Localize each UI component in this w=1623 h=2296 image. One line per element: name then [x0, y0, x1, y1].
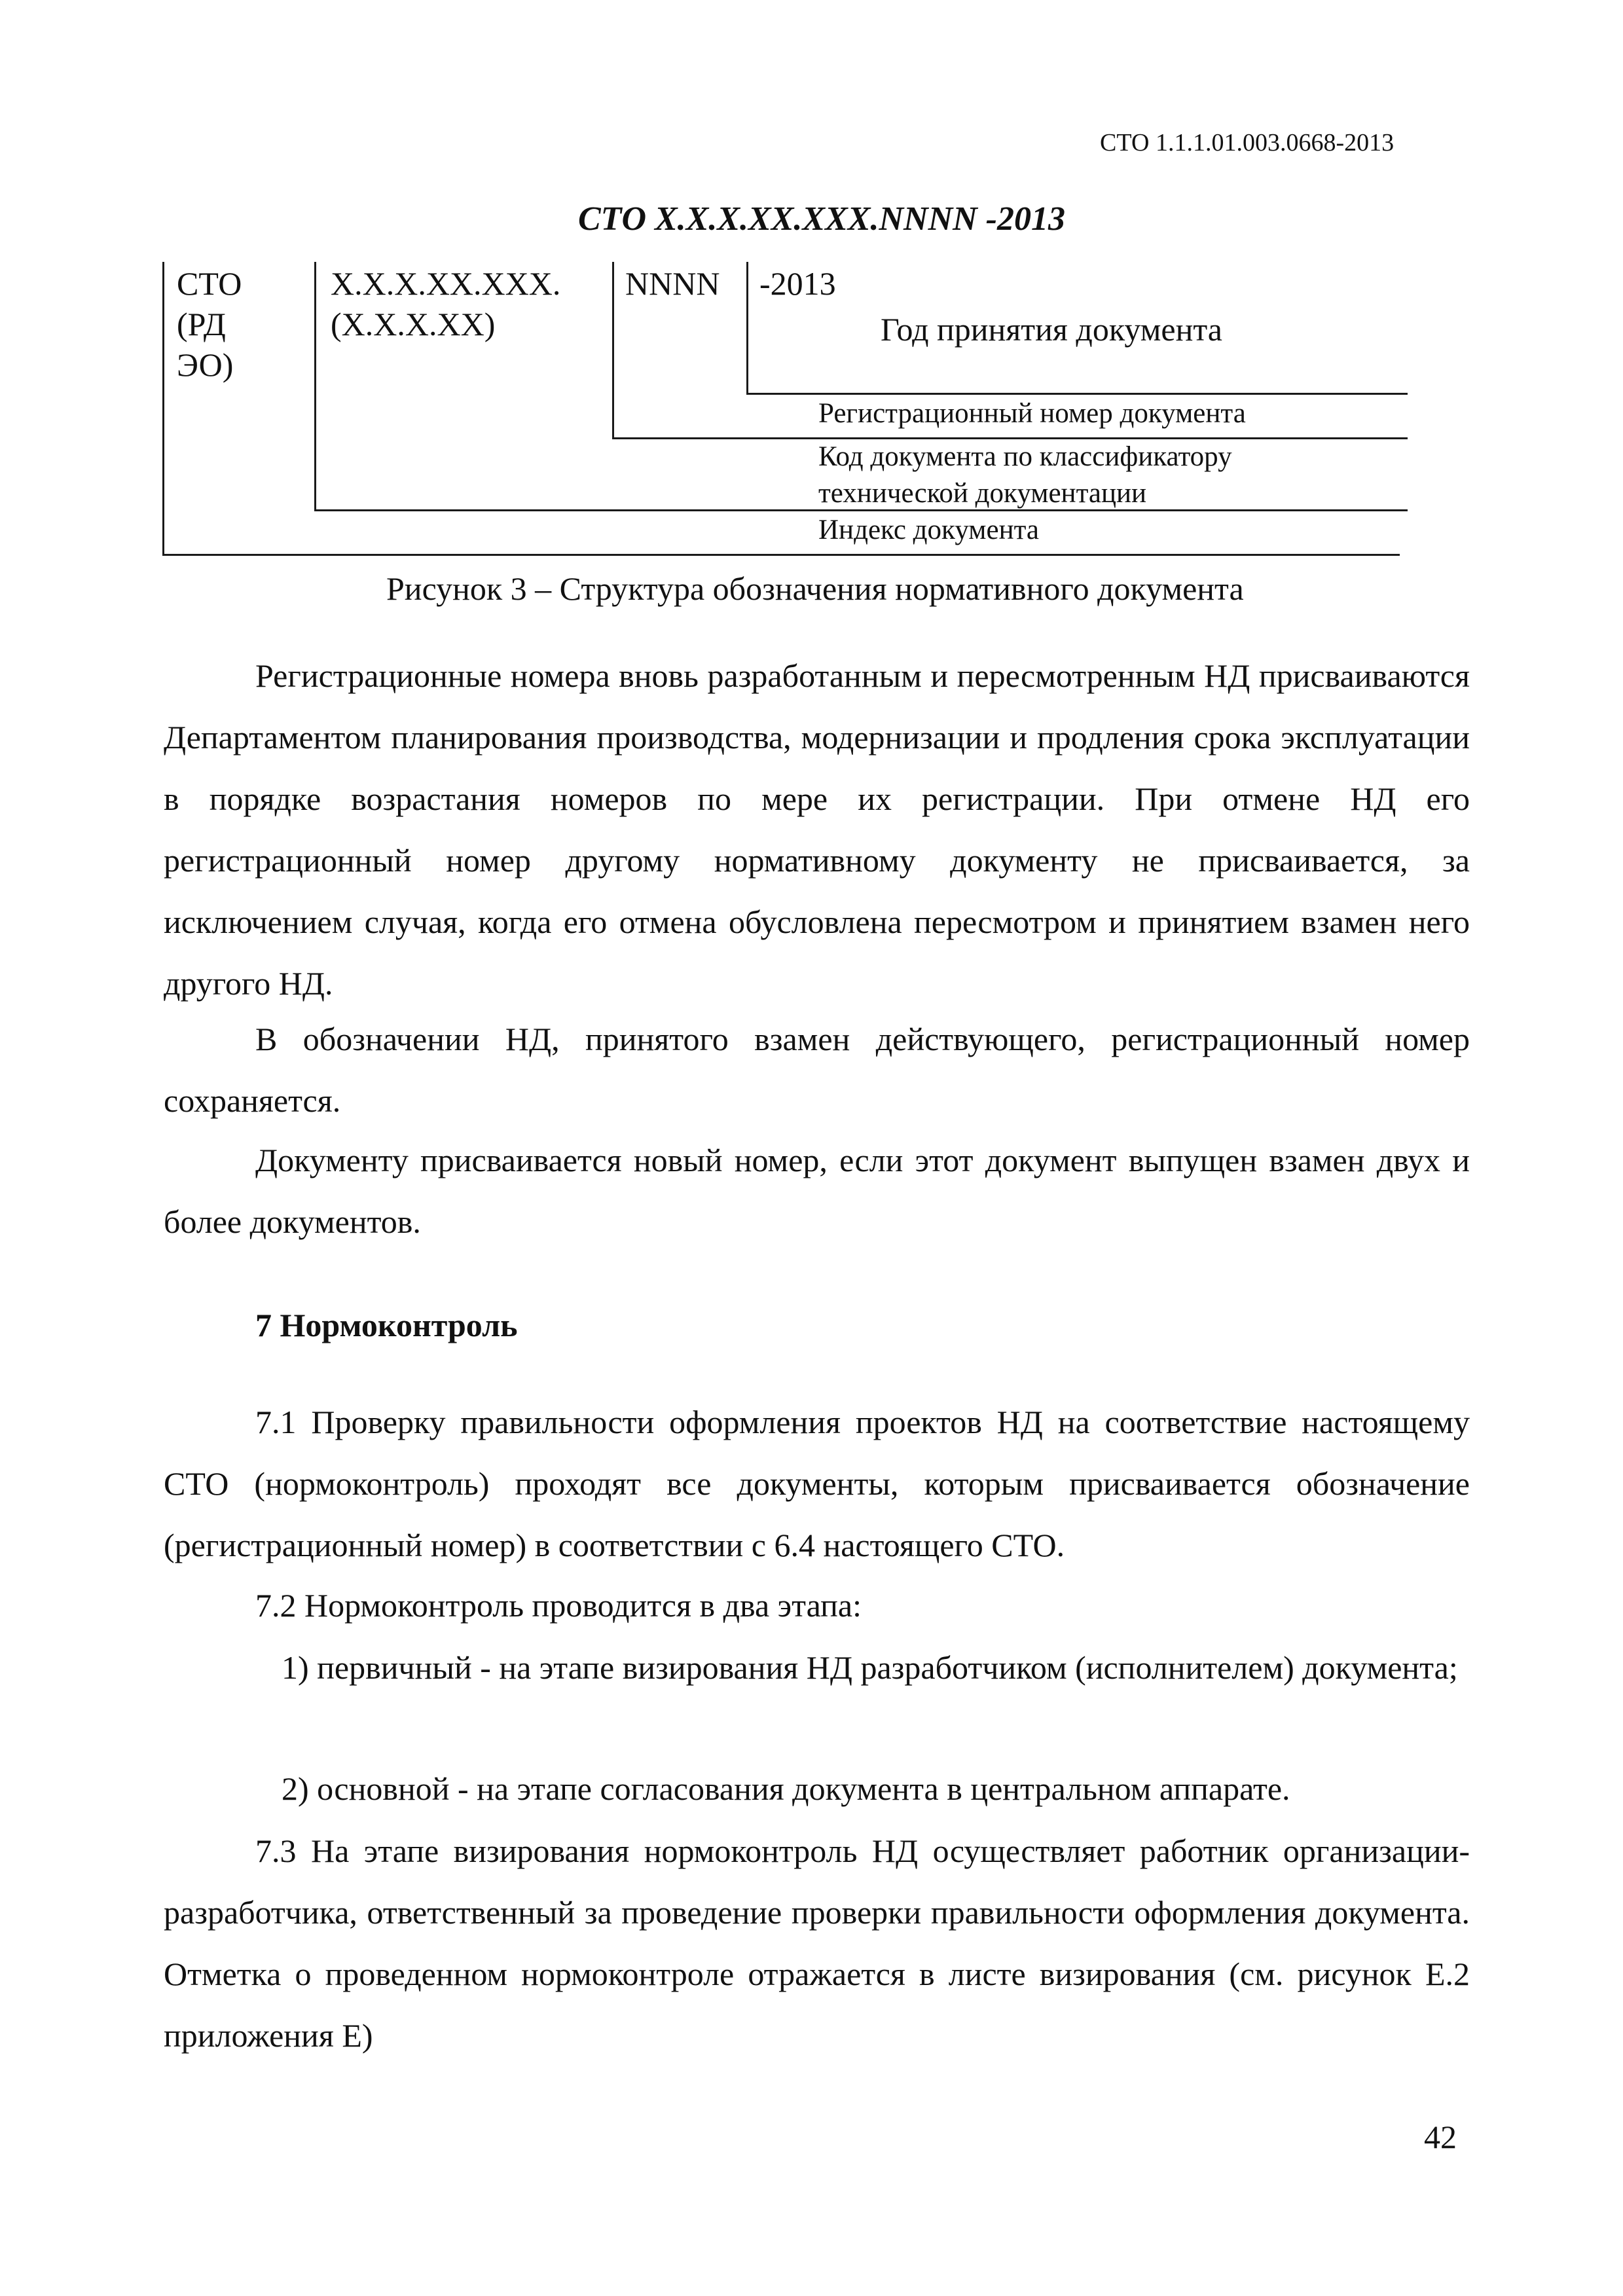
label-registration-number: Регистрационный номер документа	[818, 398, 1246, 429]
figure-caption: Рисунок 3 – Структура обозначения нормативного документа	[386, 570, 1244, 607]
segment-registration-number: NNNN	[625, 265, 720, 302]
paragraph: 7.1 Проверку правильности оформления проектов НД на соответствие настоящему СТО (нормоконтроль) проходят все документы, которым присваивается обозначение (регистрационный номер) в соответствии с 6.4 настоящего СТО.	[164, 1404, 1470, 1563]
label-index: Индекс документа	[818, 515, 1039, 545]
paragraph: Регистрационные номера вновь разработанным и пересмотренным НД присваиваются Департаментом планирования производства, модернизации и продления срока эксплуатации в порядке возрастания номеров по мере их регистрации. При отмене НД его регистрационный номер другому нормативному документу не присваивается, за исключением случая, когда его отмена обусловлена пересмотром и принятием взамен него другого НД.	[164, 657, 1470, 1002]
divider-line	[746, 393, 1408, 395]
segment-year: -2013	[759, 265, 836, 302]
document-header-code: СТО 1.1.1.01.003.0668-2013	[1100, 129, 1395, 156]
list-item: 1) первичный - на этапе визирования НД разработчиком (исполнителем) документа;	[282, 1649, 1458, 1686]
list-item: 2) основной - на этапе согласования документа в центральном аппарате.	[282, 1770, 1290, 1807]
paragraph: Документу присваивается новый номер, если этот документ выпущен взамен двух и более документов.	[164, 1142, 1470, 1240]
segment-index-code: Х.Х.Х.ХХ.ХХХ. (Х.Х.Х.ХХ)	[331, 265, 561, 342]
divider-line	[162, 262, 164, 555]
divider-line	[314, 262, 316, 509]
figure-title: СТО Х.Х.Х.ХХ.ХХХ.NNNN -2013	[578, 200, 1065, 238]
paragraph: 7.3 На этапе визирования нормоконтроль НД осуществляет работник организации-разработчика, ответственный за проведение проверки правильности оформления документа. Отметка о проведенном нормоконтроле отражается в листе визирования (см. рисунок Е.2 приложения Е)	[164, 1832, 1470, 2054]
page-number: 42	[1424, 2119, 1457, 2155]
divider-line	[162, 554, 1400, 556]
divider-line	[746, 262, 748, 393]
divider-line	[612, 262, 614, 437]
paragraph: В обозначении НД, принятого взамен действующего, регистрационный номер сохраняется.	[164, 1021, 1470, 1119]
segment-sto: СТО (РД ЭО)	[177, 265, 242, 383]
paragraph: 7.2 Нормоконтроль проводится в два этапа:	[255, 1587, 862, 1624]
section-heading: 7 Нормоконтроль	[255, 1307, 518, 1343]
label-classifier-code: Код документа по классификатору технической документации	[818, 441, 1232, 509]
label-year: Год принятия документа	[881, 311, 1222, 348]
